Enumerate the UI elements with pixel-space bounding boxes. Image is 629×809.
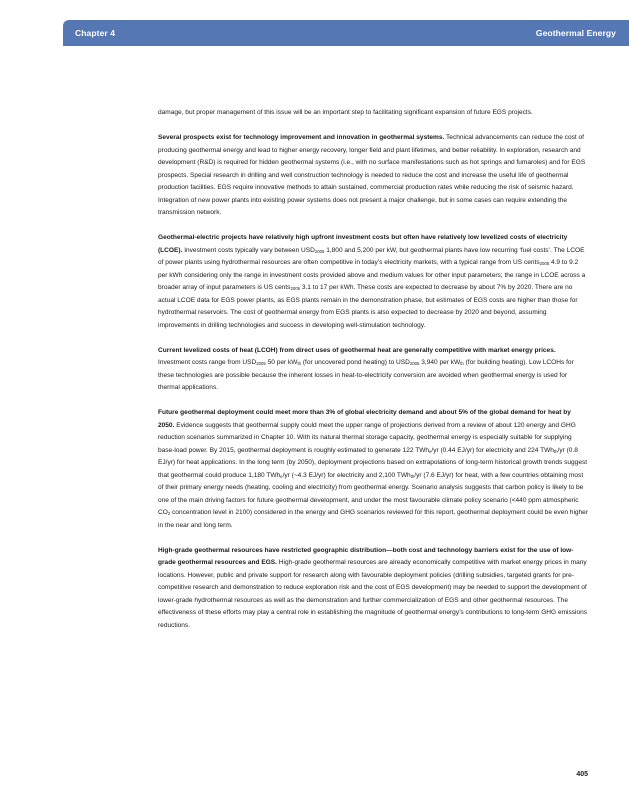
subscript: th (297, 361, 302, 366)
chapter-title: Geothermal Energy (535, 28, 616, 38)
paragraph-3-text: 4.9 to 9.2 per kWh considering only the range in investment costs provided above and medium values for other input parameters; the range in LCOE across a broader array of input parameters is US cents (158, 259, 586, 291)
page-number: 405 (576, 771, 588, 778)
paragraph-3-text: 3.1 to 17 per kWh. These costs are expected to decrease by about 7% by 2020. There are no actual LCOE data for EGS power plants, as EGS plants remain in the demonstration phase, but estimates of EGS costs are higher than those for hydrothermal reservoirs. The cost of geothermal energy from EGS plants is also expected to decrease by 2020 and beyond, assuming improvements in drilling technologies and success in developing well-stimulation technology. (158, 284, 578, 329)
paragraph-6 (158, 545, 588, 633)
subscript: th (410, 473, 415, 479)
paragraph-3 (158, 232, 588, 332)
paragraph-4-text: 50 per kW (265, 359, 298, 366)
paragraph-1 (158, 107, 588, 120)
paragraph-4-lead: Current levelized costs of heat (LCOH) from direct uses of geothermal heat are generally competitive with market energy prices. (158, 346, 556, 354)
paragraph-4 (158, 345, 588, 395)
paragraph-5-lead: Future geothermal deployment could meet more than 3% of global electricity demand and about 5% of the global demand for heat by 2050. (158, 409, 571, 429)
chapter-label: Chapter 4 (75, 28, 116, 38)
paragraph-3-text: 1,800 and 5,200 per kW, but geothermal plants have low recurring ‘fuel costs’. The LCOE of power plants using hydrothermal resources are often competitive in today’s electricity markets, with a typical range from US cents (158, 246, 585, 266)
paragraph-5-text: /yr (0.8 EJ/yr) for heat applications. In the long term (by 2050), deployment projections based on extrapolations of long-term historical growth trends suggest that geothermal could produce 1,180 TWh (158, 446, 588, 479)
subscript: 2005 (290, 286, 301, 291)
paragraph-2 (158, 132, 588, 220)
paragraph-5 (158, 407, 588, 532)
paragraph-6-lead: High-grade geothermal resources have restricted geographic distribution—both cost and technology barriers exist for the use of low-grade geothermal resources and EGS. (158, 546, 574, 566)
subscript: e (280, 473, 283, 479)
paragraph-5-text: Evidence suggests that geothermal supply could meet the upper range of projections derived from a review of about 120 energy and GHG reduction scenarios summarized in Chapter 10. With its natural thermal storage capacity, geothermal energy is especially suitable for supplying base-load power. By 2015, geothermal deployment is roughly estimated to generate 122 TWh (158, 421, 576, 454)
paragraph-1-body: damage, but proper management of this issue will be an important step to facilitating significant expansion of future EGS projects. (158, 109, 533, 116)
paragraph-3-lead: Geothermal-electric projects have relatively high upfront investment costs but often have relatively low levelized costs of electricity (LCOE). (158, 234, 568, 254)
paragraph-3-text: Investment costs typically vary between USD (182, 246, 315, 254)
paragraph-2-body: Technical advancements can reduce the cost of producing geothermal energy and lead to higher energy recovery, longer field and plant lifetimes, and better reliability. In exploration, research and development (R&D) is required for hidden geothermal systems (i.e., with no surface manifestations such as hot springs and fumaroles) and for EGS prospects. Special research in drilling and well construction technology is needed to reduce the cost and increase the useful life of geothermal production facilities. EGS require innovative methods to attain sustained, commercial production rates while reducing the risk of seismic hazard. Integration of new power plants into existing power systems does not present a major challenge, but in some cases can require extending the transmission network. (158, 134, 586, 216)
paragraph-4-text: (for building heating). Low LCOHs for these technologies are possible because the inherent losses in heat-to-electricity conversion are avoided when geothermal energy is used for thermal applications. (158, 359, 574, 391)
subscript: e (429, 448, 432, 454)
paragraph-4-text: (for uncovered pond heating) to USD (301, 359, 410, 366)
subscript: 2005 (539, 261, 550, 266)
paragraph-4-text: 3,940 per kW (419, 359, 461, 366)
paragraph-5-text: /yr (0.44 EJ/yr) for electricity and 224 TWh (431, 446, 554, 454)
subscript: 2005 (256, 361, 266, 366)
subscript: 2 (167, 511, 171, 516)
subscript: 2005 (314, 248, 325, 254)
subscript: th (553, 448, 558, 454)
subscript: 2005 (409, 361, 420, 366)
paragraph-6-body: High-grade geothermal resources are already economically competitive with market energy prices in many locations. However, public and private support for research along with favourable deployment policies (drilling subsidies, targeted grants for pre-competitive research and demonstration to reduce exploration risk and the cost of EGS development) may be needed to support the development of lower-grade hydrothermal resources as well as the demonstration and further commercialization of EGS and other geothermal resources. The effectiveness of these efforts may play a central role in establishing the magnitude of geothermal energy’s contributions to long-term GHG emissions reductions. (158, 559, 588, 629)
page-header (0, 0, 629, 52)
paragraph-5-text: concentration level in 2100) considered in the energy and GHG scenarios reviewed for this report, geothermal deployment could be even higher in the near and long term. (158, 509, 589, 529)
paragraph-5-text: /yr (~4.3 EJ/yr) for electricity and 2,100 TWh (282, 471, 411, 479)
paragraph-2-lead: Several prospects exist for technology improvement and innovation in geothermal systems. (158, 134, 445, 141)
body-text (158, 107, 588, 645)
paragraph-5-text: /yr (7.6 EJ/yr) for heat, with a few countries obtaining most of their primary energy needs (heating, cooling and electricity) from geothermal energy. Scenario analysis suggests that carbon policy is likely to be one of the main driving factors for future geothermal development, and under the most favourable climate policy scenario (<440 ppm atmospheric CO (158, 471, 584, 516)
subscript: th (460, 361, 464, 366)
paragraph-4-text: Investment costs range from USD (158, 359, 257, 366)
